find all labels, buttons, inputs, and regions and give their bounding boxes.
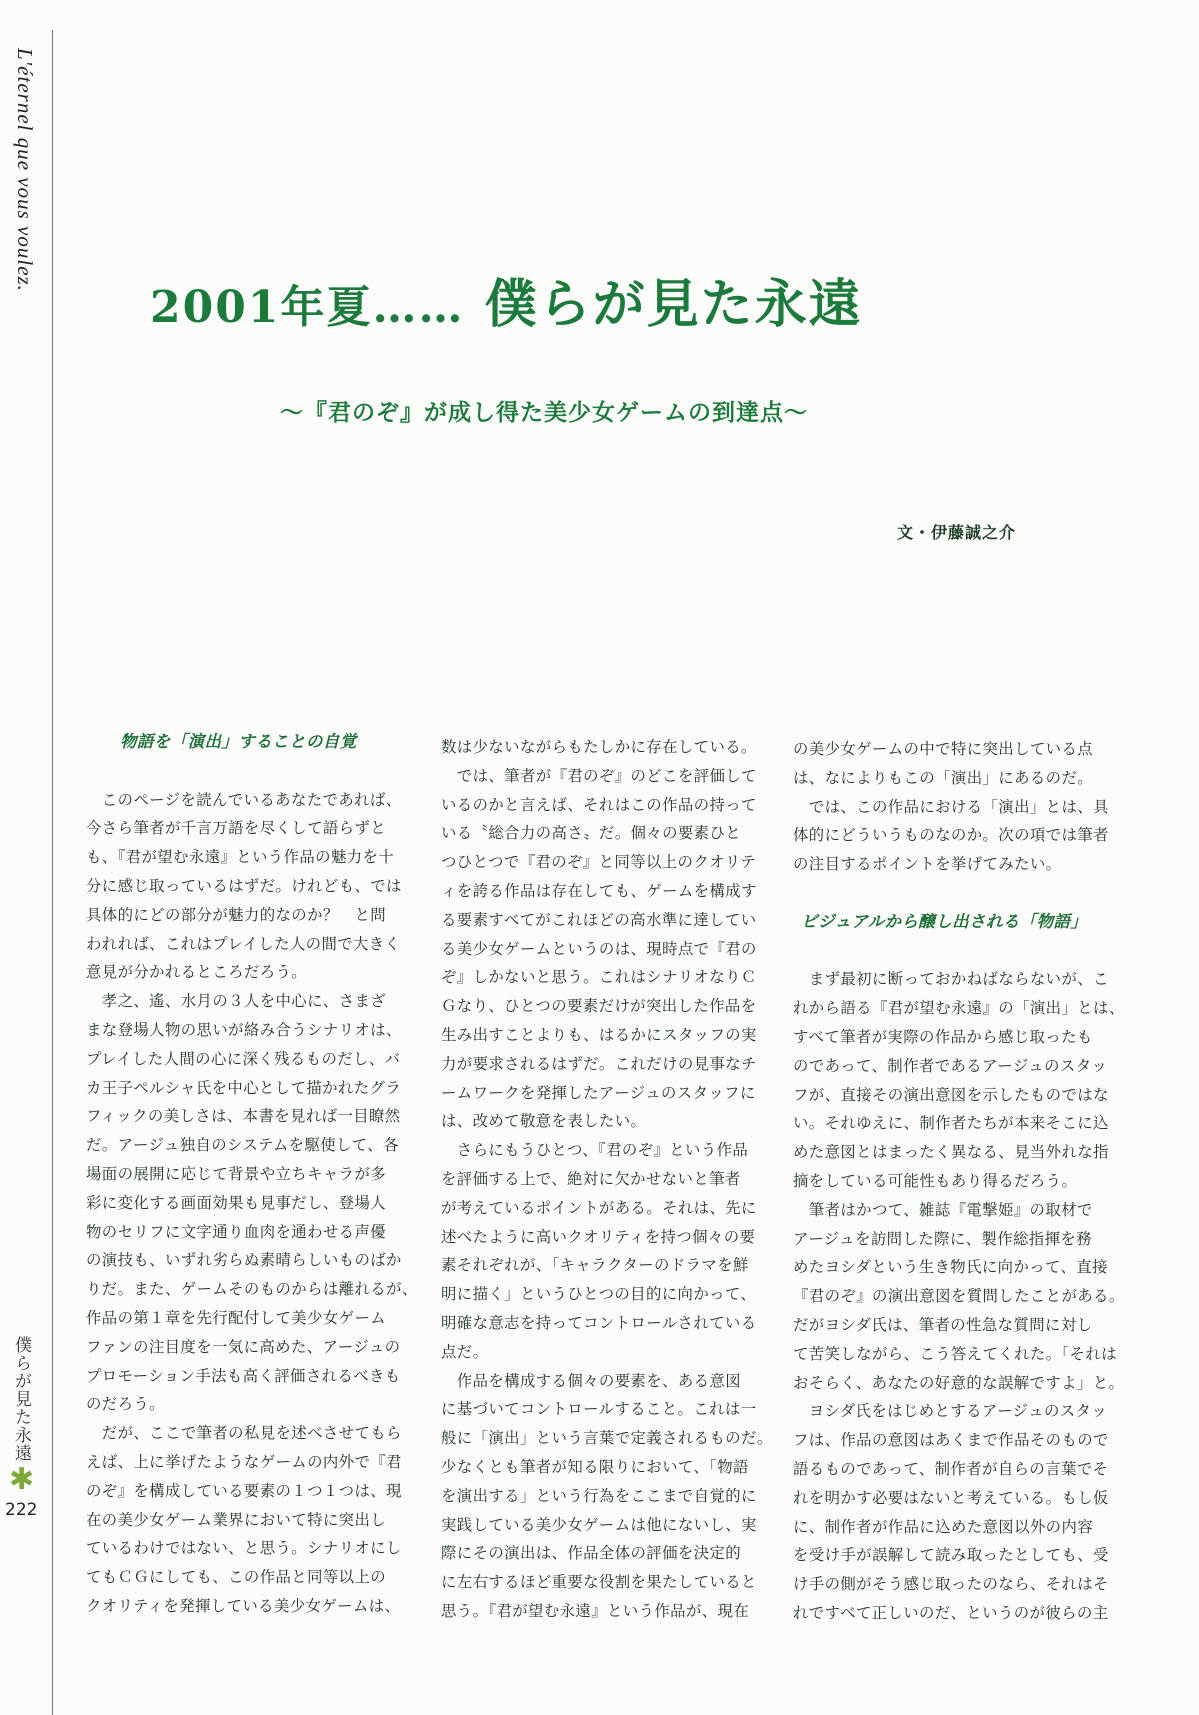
body-line: まず最初に断っておかねばならないが、こ (793, 970, 1109, 989)
body-line: 今さら筆者が千言万語を尽くして語らずと (86, 819, 387, 838)
body-line: る美少女ゲームというのは、現時点で『君の (441, 939, 757, 958)
body-line: 分に感じ取っているはずだ。けれども、では (86, 876, 402, 895)
column-2 (441, 733, 773, 1626)
body-line: 素それぞれが、「キャラクターのドラマを鮮 (441, 1256, 749, 1275)
asterisk-icon: ✱ (9, 1462, 35, 1497)
body-line: だがヨシダ氏は、筆者の性急な質問に対し (793, 1315, 1093, 1334)
body-line: れですべて正しいのだ、というのが彼らの主 (793, 1603, 1109, 1622)
body-line: ぞ』しかないと思う。これはシナリオなりＣ (441, 968, 757, 987)
spacer (793, 879, 1093, 908)
body-line: の演技も、いずれ劣らぬ素晴らしいものばか (86, 1251, 402, 1270)
body-line: れを明かす必要はないと考えている。もし仮 (793, 1488, 1109, 1507)
body-line: が考えているポイントがある。それは、先に (441, 1198, 757, 1217)
body-line: 体的にどういうものなのか。次の項では筆者 (793, 826, 1109, 845)
column-3 (793, 735, 1125, 1628)
body-line: 場面の展開に応じて背景や立ちキャラが多 (86, 1164, 387, 1183)
body-line: めた意図とはまったく異なる、見当外れな指 (793, 1143, 1109, 1162)
body-line: 具体的にどの部分が魅力的なのか？ と問 (86, 905, 387, 924)
body-line: 語るものであって、制作者が自らの言葉でそ (793, 1459, 1109, 1478)
body-line: ているわけではない、と思う。シナリオにし (86, 1539, 402, 1558)
body-line: つひとつで『君のぞ』と同等以上のクオリテ (441, 853, 757, 872)
body-line: のであって、制作者であるアージュのスタッ (793, 1056, 1108, 1075)
body-line: 作品を構成する個々の要素を、ある意図 (441, 1371, 742, 1390)
body-line: カ王子ペルシャ氏を中心として描かれたグラ (86, 1078, 402, 1097)
body-line: 『君のぞ』の演出意図を質問したことがある。 (793, 1287, 1125, 1306)
body-line: まな登場人物の思いが絡み合うシナリオは、 (86, 1020, 402, 1039)
article-title (150, 262, 1050, 337)
body-line: りだ。また、ゲームそのものからは離れるが、 (86, 1280, 418, 1299)
body-line: 在の美少女ゲーム業界において特に突出し (86, 1510, 387, 1529)
section-heading: 物語を「演出」することの自覚 (120, 732, 357, 751)
body-line: えば、上に挙げたようなゲームの内外で『君 (86, 1452, 402, 1471)
body-line: ームワークを発揮したアージュのスタッフに (441, 1083, 756, 1102)
body-line: 力が要求されるはずだ。これだけの見事なチ (441, 1054, 757, 1073)
body-line: い。それゆえに、制作者たちが本来そこに込 (793, 1114, 1109, 1133)
body-line: のだろう。 (86, 1395, 165, 1414)
body-line: 物のセリフに文字通り血肉を通わせる声優 (86, 1222, 387, 1241)
body-line: ィを誇る作品は存在しても、ゲームを構成す (441, 881, 757, 900)
body-line: だ。アージュ独自のシステムを駆使して、各 (86, 1136, 399, 1155)
section-heading: ビジュアルから醸し出される「物語」 (801, 911, 1088, 931)
body-line: れから語る『君が望む永遠』の「演出」とは、 (793, 999, 1125, 1018)
body-line: クオリティを発揮している美少女ゲームは、 (86, 1596, 401, 1615)
body-line: に基づいてコントロールすること。これは一 (441, 1400, 757, 1419)
spacer (86, 757, 386, 786)
body-line: 実践している美少女ゲームは他にないし、実 (441, 1515, 757, 1534)
body-line: 般に「演出」という言葉で定義されるものだ。 (441, 1429, 773, 1448)
body-line: おそらく、あなたの好意的な誤解ですよ」と。 (793, 1373, 1125, 1392)
body-line: 作品の第１章を先行配付して美少女ゲーム (86, 1308, 387, 1327)
margin-rule (52, 30, 53, 1715)
body-line: プロモーション手法も高く評価されるべきも (86, 1366, 401, 1385)
body-line: すべて筆者が実際の作品から感じ取ったも (793, 1027, 1093, 1046)
body-line: フィックの美しさは、本書を見れば一目瞭然 (86, 1107, 401, 1126)
body-line: 述べたように高いクオリティを持つ個々の要 (441, 1227, 756, 1246)
body-line: の美少女ゲームの中で特に突出している点 (793, 740, 1094, 758)
body-line: に左右するほど重要な役割を果たしていると (441, 1573, 757, 1592)
body-line: 際にその演出は、作品全体の評価を決定的 (441, 1544, 742, 1563)
body-line: 明確な意志を持ってコントロールされている (441, 1313, 757, 1332)
body-line: 少なくとも筆者が知る限りにおいて、「物語 (441, 1457, 749, 1476)
page-number: 222 (5, 1500, 38, 1520)
body-line: の注目するポイントを挙げてみたい。 (793, 855, 1062, 874)
body-line: 摘をしている可能性もあり得るだろう。 (793, 1171, 1078, 1190)
body-line: に、制作者が作品に込めた意図以外の内容 (793, 1517, 1094, 1536)
body-line: 数は少ないながらもたしかに存在している。 (441, 738, 757, 756)
body-line: プレイした人間の心に深く残るものだし、バ (86, 1049, 401, 1068)
section-title-vertical: 僕らが見た永遠 (11, 1336, 31, 1462)
body-line: 生み出すことよりも、はるかにスタッフの実 (441, 1025, 757, 1044)
body-line: さらにもうひとつ、『君のぞ』という作品 (441, 1141, 749, 1160)
body-line: は、改めて敬意を表したい。 (441, 1112, 647, 1131)
body-line: 点だ。 (441, 1342, 489, 1361)
body-line: のぞ』を構成している要素の１つ１つは、現 (86, 1481, 402, 1500)
body-line: 筆者はかつて、雑誌『電撃姫』の取材で (793, 1200, 1093, 1219)
body-line: フは、作品の意図はあくまで作品そのもので (793, 1431, 1109, 1450)
body-line: 明に描く」というひとつの目的に向かって、 (441, 1285, 757, 1304)
body-line: われれば、これはプレイした人の間で大きく (86, 934, 401, 953)
body-line: 思う。『君が望む永遠』という作品が、現在 (441, 1601, 750, 1620)
body-line: て苦笑しながら、こう答えてくれた。「それは (793, 1344, 1117, 1363)
article-subtitle: 〜『君のぞ』が成し得た美少女ゲームの到達点〜 (280, 399, 808, 426)
body-line: だが、ここで筆者の私見を述べさせてもら (86, 1424, 402, 1443)
column-1 (86, 728, 418, 1621)
body-line: る要素すべてがこれほどの高水準に達してい (441, 910, 757, 929)
body-line: け手の側がそう感じ取ったのなら、それはそ (793, 1575, 1109, 1594)
body-line: 孝之、遙、水月の３人を中心に、さまざ (86, 992, 387, 1011)
title-part-2: 僕らが見た永遠 (484, 274, 863, 335)
title-part-1: 2001年夏…… (150, 282, 465, 333)
body-line: を評価する上で、絶対に欠かせないと筆者 (441, 1169, 741, 1188)
body-line: も、『君が望む永遠』という作品の魅力を十 (86, 848, 395, 867)
byline: 文・伊藤誠之介 (897, 523, 1017, 542)
body-line: では、この作品における「演出」とは、具 (793, 797, 1109, 816)
body-line: いる〝総合力の高さ〟だ。個々の要素ひと (441, 824, 742, 843)
body-line: てもＣＧにしても、この作品と同等以上の (86, 1568, 387, 1587)
body-line: ヨシダ氏をはじめとするアージュのスタッ (793, 1402, 1108, 1421)
spacer (793, 937, 1093, 966)
body-line: は、なによりもこの「演出」にあるのだ。 (793, 768, 1094, 787)
body-line: いるのかと言えば、それはこの作品の持って (441, 795, 757, 814)
running-head: L'éternel que vous voulez. (13, 48, 37, 292)
body-line: を演出する」という行為をここまで自覚的に (441, 1486, 757, 1505)
body-line: フが、直接その演出意図を示したものではな (793, 1085, 1109, 1104)
body-line: 意見が分かれるところだろう。 (86, 963, 308, 982)
body-line: アージュを訪問した際に、製作総指揮を務 (793, 1229, 1092, 1248)
body-line: ファンの注目度を一気に高めた、アージュの (86, 1337, 401, 1356)
body-line: このページを読んでいるあなたであれば、 (86, 790, 402, 809)
body-line: 彩に変化する画面効果も見事だし、登場人 (86, 1193, 387, 1212)
body-line: Ｇなり、ひとつの要素だけが突出した作品を (441, 997, 757, 1016)
body-line: を受け手が誤解して読み取ったとしても、受 (793, 1546, 1109, 1565)
body-line: では、筆者が『君のぞ』のどこを評価して (441, 766, 757, 785)
body-line: めたヨシダという生き物氏に向かって、直接 (793, 1258, 1108, 1277)
